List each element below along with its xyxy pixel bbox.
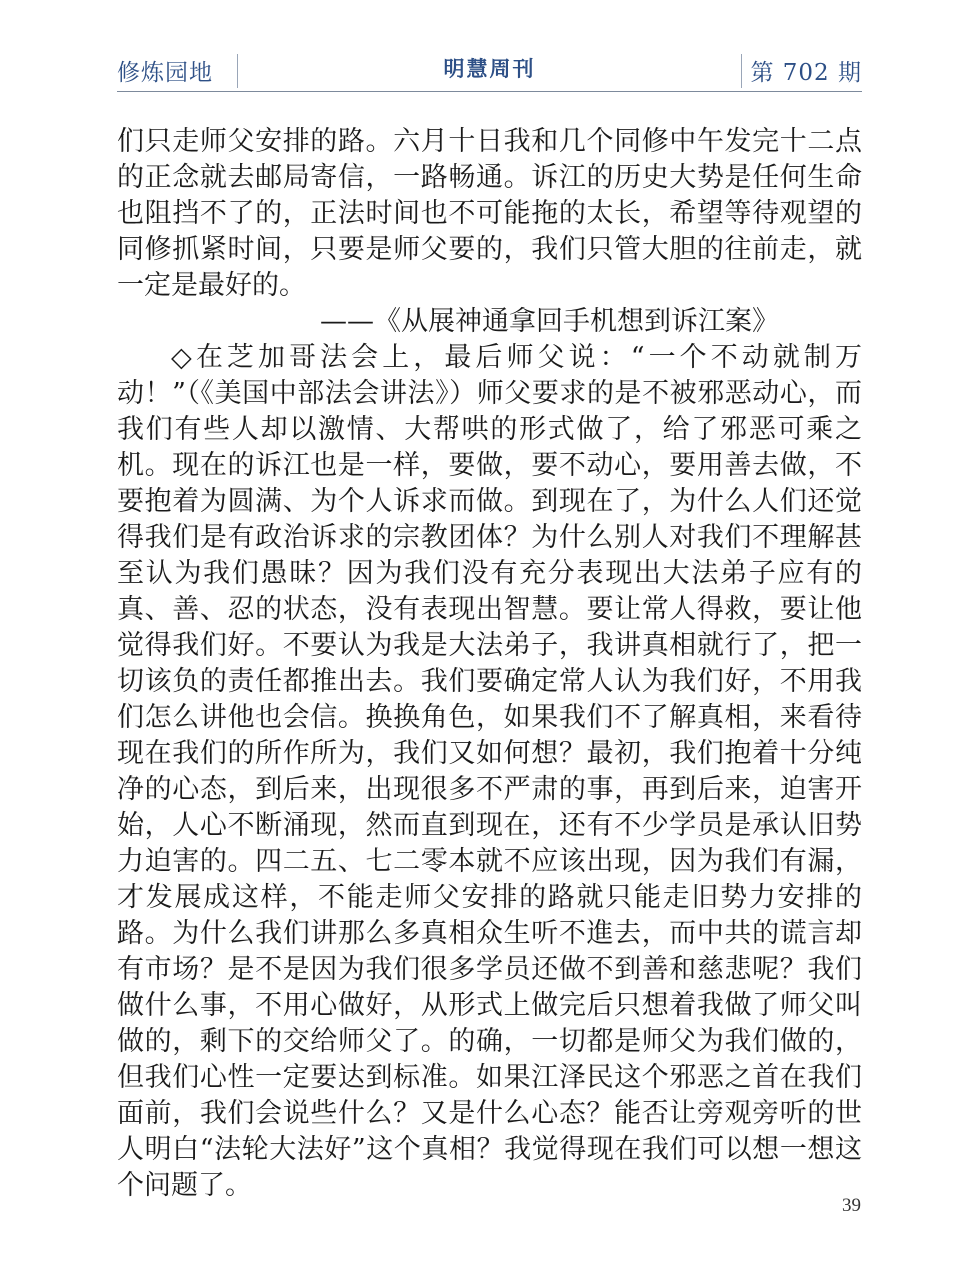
- publication-title: 明慧周刊: [443, 57, 536, 81]
- page-number: 39: [842, 1195, 861, 1216]
- article-body: [117, 124, 862, 1204]
- issue-number: 第 702 期: [750, 60, 862, 86]
- source-attribution: ——《从展神通拿回手机想到诉江案》: [320, 306, 779, 337]
- running-header: [117, 44, 862, 92]
- paragraph-continued: 们只走师父安排的路。六月十日我和几个同修中午发完十二点的正念就去邮局寄信，一路畅通。诉江的历史大势是任何生命也阻挡不了的，正法时间也不可能拖的太长，希望等待观望的同修抓紧时间，只要是师父要的，我们只管大胆的往前走，就一定是最好的。: [117, 126, 862, 301]
- header-divider-right: [741, 54, 742, 88]
- header-rule: [117, 91, 862, 92]
- paragraph-chicago-fahui: ◇在芝加哥法会上，最后师父说：“一个不动就制万动！”（《美国中部法会讲法》）师父要求的是不被邪恶动心，而我们有些人却以激情、大帮哄的形式做了，给了邪恶可乘之机。现在的诉江也是一样，要做，要不动心，要用善去做，不要抱着为圆满、为个人诉求而做。到现在了，为什么人们还觉得我们是有政治诉求的宗教团体？为什么别人对我们不理解甚至认为我们愚昧？因为我们没有充分表现出大法弟子应有的真、善、忍的状态，没有表现出智慧。要让常人得救，要让他觉得我们好。不要认为我是大法弟子，我讲真相就行了，把一切该负的责任都推出去。我们要确定常人认为我们好，不用我们怎么讲他也会信。换换角色，如果我们不了解真相，来看待现在我们的所作所为，我们又如何想？最初，我们抱着十分纯净的心态，到后来，出现很多不严肃的事，再到后来，迫害开始，人心不断涌现，然而直到现在，还有不少学员是承认旧势力迫害的。四二五、七二零本就不应该出现，因为我们有漏，才发展成这样，不能走师父安排的路就只能走旧势力安排的路。为什么我们讲那么多真相众生听不進去，而中共的谎言却有市场？是不是因为我们很多学员还做不到善和慈悲呢？我们做什么事，不用心做好，从形式上做完后只想着我做了师父叫做的，剩下的交给师父了。的确，一切都是师父为我们做的，但我们心性一定要达到标准。如果江泽民这个邪恶之首在我们面前，我们会说些什么？又是什么心态？能否让旁观旁听的世人明白“法轮大法好”这个真相？我觉得现在我们可以想一想这个问题了。: [117, 342, 862, 1201]
- section-name: 修炼园地: [117, 60, 213, 86]
